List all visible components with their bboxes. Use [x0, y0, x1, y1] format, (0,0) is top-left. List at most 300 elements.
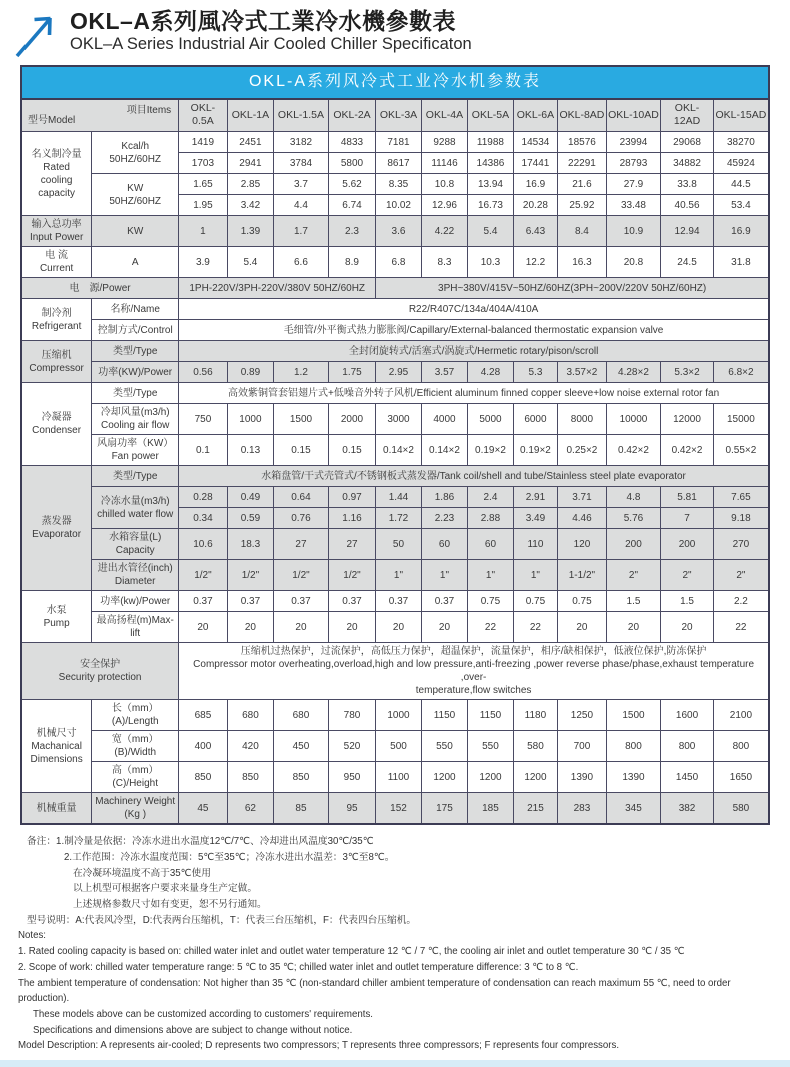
- table-row: [21, 404, 769, 435]
- table-cell: 3.42: [227, 195, 273, 216]
- table-row: [21, 731, 769, 762]
- table-cell: 5.62: [328, 174, 376, 195]
- table-cell: 8000: [558, 404, 607, 435]
- table-cell: 14386: [468, 153, 513, 174]
- corner-model-label: 型号Model: [28, 115, 76, 127]
- col-header: OKL-0.5A: [179, 99, 228, 132]
- table-cell: 1": [513, 560, 557, 591]
- table-cell: 1650: [713, 762, 769, 793]
- table-cell: 0.13: [227, 435, 273, 466]
- table-row: [21, 362, 769, 383]
- table-cell: 6.43: [513, 216, 557, 247]
- table-cell: 3.6: [376, 216, 421, 247]
- table-cell: 1250: [558, 700, 607, 731]
- row-item-label: 类型/Type: [92, 341, 179, 362]
- table-cell: 95: [328, 793, 376, 825]
- table-cell: 7181: [376, 132, 421, 153]
- table-cell: 15000: [713, 404, 769, 435]
- notes-section: [0, 825, 790, 1060]
- table-cell: 27: [274, 529, 329, 560]
- table-cell: 4000: [421, 404, 467, 435]
- table-cell: 2941: [227, 153, 273, 174]
- table-cell: 4.28: [468, 362, 513, 383]
- table-cell: 毛细管/外平衡式热力膨胀阀/Capillary/External-balanced thermostatic expansion valve: [179, 320, 769, 341]
- row-group-label: 电 流 Current: [21, 247, 92, 278]
- table-row: [21, 341, 769, 362]
- table-cell: 950: [328, 762, 376, 793]
- table-cell: 1.39: [227, 216, 273, 247]
- note-line: 型号说明：A:代表风冷型，D:代表两台压缩机，T：代表三台压缩机，F：代表四台压缩机。: [27, 914, 417, 926]
- table-row: [21, 132, 769, 153]
- row-item-label: 水箱容量(L) Capacity: [92, 529, 179, 560]
- table-cell: 2.23: [421, 508, 467, 529]
- table-cell: 25.92: [558, 195, 607, 216]
- table-cell: 0.42×2: [606, 435, 661, 466]
- table-cell: 580: [513, 731, 557, 762]
- table-cell: 14534: [513, 132, 557, 153]
- table-cell: 750: [179, 404, 228, 435]
- table-cell: 4.46: [558, 508, 607, 529]
- table-cell: 6.74: [328, 195, 376, 216]
- table-row: [21, 762, 769, 793]
- table-cell: 6000: [513, 404, 557, 435]
- row-item-label: Machinery Weight (Kg ): [92, 793, 179, 825]
- note-line: 在冷凝环境温度不高于35℃使用: [73, 867, 211, 879]
- table-cell: 215: [513, 793, 557, 825]
- table-row: [21, 320, 769, 341]
- table-cell: 0.75: [468, 591, 513, 612]
- row-item-label: 功率(KW)/Power: [92, 362, 179, 383]
- table-cell: 11146: [421, 153, 467, 174]
- row-item-label: A: [92, 247, 179, 278]
- table-cell: 16.3: [558, 247, 607, 278]
- table-cell: 0.37: [328, 591, 376, 612]
- table-cell: 550: [468, 731, 513, 762]
- table-cell: 4.4: [274, 195, 329, 216]
- note-line: The ambient temperature of condensation: Not higher than 35 ℃ (non-standard chiller ambient temperature of condensation can reach maximum 55 ℃, need to order production).: [18, 977, 731, 1005]
- table-cell: 31.8: [713, 247, 769, 278]
- table-cell: 22: [468, 612, 513, 643]
- table-cell: 12000: [661, 404, 714, 435]
- table-cell: 18.3: [227, 529, 273, 560]
- table-row: [21, 643, 769, 700]
- spec-table: [20, 65, 770, 825]
- table-cell: 20: [421, 612, 467, 643]
- table-cell: 1100: [376, 762, 421, 793]
- table-cell: 850: [179, 762, 228, 793]
- table-cell: 1.16: [328, 508, 376, 529]
- table-cell: 3784: [274, 153, 329, 174]
- table-cell: 0.37: [421, 591, 467, 612]
- table-row: [21, 278, 769, 299]
- table-cell: 20.28: [513, 195, 557, 216]
- table-row: [21, 435, 769, 466]
- table-cell: 10.9: [606, 216, 661, 247]
- table-cell: 8.9: [328, 247, 376, 278]
- table-cell: 270: [713, 529, 769, 560]
- table-cell: 22: [513, 612, 557, 643]
- table-cell: 3000: [376, 404, 421, 435]
- table-cell: 3PH~380V/415V~50HZ/60HZ(3PH~200V/220V 50HZ/60HZ): [376, 278, 769, 299]
- table-cell: 12.94: [661, 216, 714, 247]
- table-row: [21, 700, 769, 731]
- table-cell: 1.7: [274, 216, 329, 247]
- table-cell: 0.37: [179, 591, 228, 612]
- col-header: OKL-15AD: [713, 99, 769, 132]
- table-cell: 0.25×2: [558, 435, 607, 466]
- table-cell: 800: [606, 731, 661, 762]
- table-cell: 45: [179, 793, 228, 825]
- col-header: OKL-4A: [421, 99, 467, 132]
- table-row: [21, 299, 769, 320]
- table-cell: 20: [661, 612, 714, 643]
- note-line: These models above can be customized according to customers' requirements.: [33, 1008, 374, 1020]
- row-group-label: 压缩机 Compressor: [21, 341, 92, 383]
- table-cell: 283: [558, 793, 607, 825]
- table-cell: 10.6: [179, 529, 228, 560]
- table-cell: 27: [328, 529, 376, 560]
- col-header: OKL-5A: [468, 99, 513, 132]
- page-title: OKL–A系列風冷式工業冷水機參數表: [70, 8, 456, 34]
- table-cell: R22/R407C/134a/404A/410A: [179, 299, 769, 320]
- table-cell: 85: [274, 793, 329, 825]
- table-cell: 17441: [513, 153, 557, 174]
- table-cell: 110: [513, 529, 557, 560]
- table-cell: 1703: [179, 153, 228, 174]
- note-line: Specifications and dimensions above are subject to change without notice.: [33, 1024, 353, 1036]
- table-cell: 0.19×2: [468, 435, 513, 466]
- table-row: [21, 529, 769, 560]
- table-row: [21, 383, 769, 404]
- table-cell: 120: [558, 529, 607, 560]
- table-cell: 520: [328, 731, 376, 762]
- table-cell: 3.57×2: [558, 362, 607, 383]
- row-item-label: 最高扬程(m)Max-lift: [92, 612, 179, 643]
- table-cell: 1200: [468, 762, 513, 793]
- table-cell: 1.86: [421, 487, 467, 508]
- table-cell: 3.57: [421, 362, 467, 383]
- table-cell: 20: [606, 612, 661, 643]
- footer-strip: [0, 1060, 790, 1067]
- table-cell: 21.6: [558, 174, 607, 195]
- col-header: OKL-12AD: [661, 99, 714, 132]
- table-cell: 700: [558, 731, 607, 762]
- table-cell: 1500: [274, 404, 329, 435]
- table-cell: 200: [661, 529, 714, 560]
- table-cell: 20: [274, 612, 329, 643]
- table-cell: 1180: [513, 700, 557, 731]
- table-cell: 0.37: [274, 591, 329, 612]
- note-line: 2. Scope of work: chilled water temperature range: 5 ℃ to 35 ℃; chilled water inlet and outlet temperature difference: 3 ℃ to 8 ℃.: [18, 961, 579, 973]
- table-row: [21, 174, 769, 195]
- table-cell: 1: [179, 216, 228, 247]
- table-cell: 0.28: [179, 487, 228, 508]
- table-cell: 8.4: [558, 216, 607, 247]
- table-cell: 1500: [606, 700, 661, 731]
- table-cell: 20.8: [606, 247, 661, 278]
- table-cell: 1": [421, 560, 467, 591]
- table-cell: 780: [328, 700, 376, 731]
- table-cell: 28793: [606, 153, 661, 174]
- table-cell: 500: [376, 731, 421, 762]
- table-cell: 0.37: [227, 591, 273, 612]
- table-cell: 420: [227, 731, 273, 762]
- table-cell: 5000: [468, 404, 513, 435]
- row-item-label: 长（mm）(A)/Length: [92, 700, 179, 731]
- table-cell: 685: [179, 700, 228, 731]
- table-cell: 1.2: [274, 362, 329, 383]
- row-item-label: 类型/Type: [92, 383, 179, 404]
- table-cell: 5.4: [227, 247, 273, 278]
- table-cell: 0.19×2: [513, 435, 557, 466]
- col-header: OKL-3A: [376, 99, 421, 132]
- row-item-label: KW: [92, 216, 179, 247]
- table-cell: 60: [468, 529, 513, 560]
- row-item-label: Kcal/h 50HZ/60HZ: [92, 132, 179, 174]
- table-cell: 0.59: [227, 508, 273, 529]
- table-cell: 6.8: [376, 247, 421, 278]
- table-cell: 3.49: [513, 508, 557, 529]
- table-cell: 12.2: [513, 247, 557, 278]
- table-cell: 580: [713, 793, 769, 825]
- table-cell: 45924: [713, 153, 769, 174]
- table-cell: 152: [376, 793, 421, 825]
- note-line: 1. Rated cooling capacity is based on: chilled water inlet and outlet water temperature 12 ℃ / 7 ℃, the cooling air inlet and outlet temperature 30 ℃ / 35 ℃: [18, 946, 685, 958]
- table-cell: 345: [606, 793, 661, 825]
- table-cell: 40.56: [661, 195, 714, 216]
- table-cell: 27.9: [606, 174, 661, 195]
- table-cell: 3.7: [274, 174, 329, 195]
- row-item-label: 冷却风量(m3/h) Cooling air flow: [92, 404, 179, 435]
- table-cell: 8.3: [421, 247, 467, 278]
- table-cell: 0.15: [328, 435, 376, 466]
- table-cell: 10.3: [468, 247, 513, 278]
- table-cell: 10.02: [376, 195, 421, 216]
- table-cell: 33.8: [661, 174, 714, 195]
- table-cell: 9.18: [713, 508, 769, 529]
- row-item-label: 宽（mm）(B)/Width: [92, 731, 179, 762]
- table-cell: 0.34: [179, 508, 228, 529]
- row-group-label: 电 源/Power: [21, 278, 179, 299]
- table-cell: 5.81: [661, 487, 714, 508]
- row-group-label: 蒸发器 Evaporator: [21, 466, 92, 591]
- table-cell: 5.3×2: [661, 362, 714, 383]
- corner-items-label: 项目Items: [126, 104, 172, 116]
- table-cell: 800: [661, 731, 714, 762]
- table-cell: 0.75: [558, 591, 607, 612]
- table-cell: 0.97: [328, 487, 376, 508]
- table-cell: 1/2": [227, 560, 273, 591]
- table-cell: 550: [421, 731, 467, 762]
- table-cell: 7: [661, 508, 714, 529]
- row-item-label: 风扇功率（KW） Fan power: [92, 435, 179, 466]
- table-cell: 4.8: [606, 487, 661, 508]
- row-group-label: 冷凝器 Condenser: [21, 383, 92, 466]
- table-cell: 2": [713, 560, 769, 591]
- table-cell: 16.9: [713, 216, 769, 247]
- table-cell: 23994: [606, 132, 661, 153]
- row-group-label: 制冷剂 Refrigerant: [21, 299, 92, 341]
- table-cell: 1419: [179, 132, 228, 153]
- table-cell: 1.75: [328, 362, 376, 383]
- note-line: 上述规格参数尺寸如有变更，恕不另行通知。: [73, 898, 267, 910]
- table-cell: 1.5: [606, 591, 661, 612]
- table-row: [21, 793, 769, 825]
- page-subtitle: OKL–A Series Industrial Air Cooled Chiller Specificaton: [70, 35, 472, 54]
- table-row: [21, 591, 769, 612]
- table-cell: 6.8×2: [713, 362, 769, 383]
- table-cell: 0.37: [376, 591, 421, 612]
- table-cell: 20: [558, 612, 607, 643]
- row-item-label: 控制方式/Control: [92, 320, 179, 341]
- table-cell: 1.72: [376, 508, 421, 529]
- col-header: OKL-2A: [328, 99, 376, 132]
- table-cell: 0.75: [513, 591, 557, 612]
- table-cell: 4.22: [421, 216, 467, 247]
- table-cell: 水箱盘管/干式壳管式/不锈钢板式蒸发器/Tank coil/shell and tube/Stainless steel plate evaporator: [179, 466, 769, 487]
- table-cell: 0.15: [274, 435, 329, 466]
- table-cell: 1PH-220V/3PH-220V/380V 50HZ/60HZ: [179, 278, 376, 299]
- table-cell: 1450: [661, 762, 714, 793]
- table-cell: 62: [227, 793, 273, 825]
- table-cell: 2100: [713, 700, 769, 731]
- table-cell: 5.4: [468, 216, 513, 247]
- table-cell: 5.3: [513, 362, 557, 383]
- table-cell: 2.3: [328, 216, 376, 247]
- row-group-label: 机械重量: [21, 793, 92, 825]
- table-cell: 2.91: [513, 487, 557, 508]
- table-row: [21, 487, 769, 508]
- table-cell: 4833: [328, 132, 376, 153]
- table-cell: 850: [227, 762, 273, 793]
- col-header: OKL-8AD: [558, 99, 607, 132]
- table-cell: 18576: [558, 132, 607, 153]
- table-cell: 34882: [661, 153, 714, 174]
- table-cell: 0.64: [274, 487, 329, 508]
- table-cell: 1": [376, 560, 421, 591]
- table-cell: 1.95: [179, 195, 228, 216]
- table-cell: 16.9: [513, 174, 557, 195]
- table-cell: 0.56: [179, 362, 228, 383]
- table-cell: 2": [661, 560, 714, 591]
- table-cell: 1/2": [179, 560, 228, 591]
- table-cell: 0.76: [274, 508, 329, 529]
- table-cell: 1/2": [328, 560, 376, 591]
- table-cell: 7.65: [713, 487, 769, 508]
- table-cell: 0.14×2: [376, 435, 421, 466]
- spec-table-body: [21, 66, 769, 824]
- title-block: [70, 7, 472, 55]
- arrow-up-right-icon: [12, 7, 64, 59]
- table-cell: 1390: [558, 762, 607, 793]
- table-cell: 高效紫铜管套铝翅片式+低噪音外转子风机/Efficient aluminum finned copper sleeve+low noise external rotor fan: [179, 383, 769, 404]
- note-line: Notes:: [18, 930, 46, 942]
- table-cell: 1/2": [274, 560, 329, 591]
- table-cell: 450: [274, 731, 329, 762]
- row-item-label: 高（mm）(C)/Height: [92, 762, 179, 793]
- table-cell: 2.85: [227, 174, 273, 195]
- table-cell: 3182: [274, 132, 329, 153]
- row-item-label: 功率(kw)/Power: [92, 591, 179, 612]
- table-cell: 1.44: [376, 487, 421, 508]
- table-cell: 3.71: [558, 487, 607, 508]
- table-cell: 13.94: [468, 174, 513, 195]
- table-cell: 1000: [376, 700, 421, 731]
- table-cell: 2000: [328, 404, 376, 435]
- table-cell: 1150: [421, 700, 467, 731]
- table-cell: 1600: [661, 700, 714, 731]
- table-row: [21, 66, 769, 99]
- table-cell: 1-1/2": [558, 560, 607, 591]
- table-cell: 8.35: [376, 174, 421, 195]
- row-item-label: 类型/Type: [92, 466, 179, 487]
- table-cell: 0.89: [227, 362, 273, 383]
- document-header: [0, 0, 790, 63]
- table-cell: 0.49: [227, 487, 273, 508]
- table-cell: 3.9: [179, 247, 228, 278]
- note-line: 备注：1.制冷量是依据：冷冻水进出水温度12℃/7℃、冷却进出风温度30℃/35℃: [27, 836, 374, 848]
- table-cell: 1.5: [661, 591, 714, 612]
- table-cell: 2.4: [468, 487, 513, 508]
- row-group-label: 输入总功率 Input Power: [21, 216, 92, 247]
- table-cell: 6.6: [274, 247, 329, 278]
- table-cell: 382: [661, 793, 714, 825]
- table-cell: 175: [421, 793, 467, 825]
- table-cell: 680: [274, 700, 329, 731]
- table-cell: 1150: [468, 700, 513, 731]
- table-cell: 22291: [558, 153, 607, 174]
- row-group-label: 机械尺寸 Machanical Dimensions: [21, 700, 92, 793]
- table-cell: 9288: [421, 132, 467, 153]
- row-group-label: 安全保护 Security protection: [21, 643, 179, 700]
- note-line: Model Description: A represents air-cooled; D represents two compressors; T represents three compressors; F represents four compressors.: [18, 1040, 620, 1052]
- table-row: [21, 247, 769, 278]
- table-cell: 16.73: [468, 195, 513, 216]
- table-cell: 850: [274, 762, 329, 793]
- table-title-banner: OKL-A系列风冷式工业冷水机参数表: [21, 66, 769, 99]
- table-cell: 4.28×2: [606, 362, 661, 383]
- table-cell: 24.5: [661, 247, 714, 278]
- row-item-label: 名称/Name: [92, 299, 179, 320]
- corner-cell: [21, 99, 179, 132]
- table-cell: 1200: [513, 762, 557, 793]
- table-cell: 2451: [227, 132, 273, 153]
- table-cell: 5800: [328, 153, 376, 174]
- table-cell: 400: [179, 731, 228, 762]
- row-item-label: 冷冻水量(m3/h) chilled water flow: [92, 487, 179, 529]
- note-line: 2.工作范围：冷冻水温度范围：5℃至35℃；冷冻水进出水温差：3℃至8℃。: [64, 851, 395, 863]
- col-header: OKL-1A: [227, 99, 273, 132]
- table-cell: 2": [606, 560, 661, 591]
- table-cell: 全封闭旋转式/活塞式/涡旋式/Hermetic rotary/pison/scroll: [179, 341, 769, 362]
- row-item-label: 进出水管径(inch) Diameter: [92, 560, 179, 591]
- table-cell: 0.14×2: [421, 435, 467, 466]
- table-cell: 11988: [468, 132, 513, 153]
- table-cell: 20: [227, 612, 273, 643]
- table-cell: 680: [227, 700, 273, 731]
- table-cell: 185: [468, 793, 513, 825]
- table-cell: 0.55×2: [713, 435, 769, 466]
- table-cell: 800: [713, 731, 769, 762]
- table-row: [21, 99, 769, 132]
- table-cell: 20: [179, 612, 228, 643]
- table-row: [21, 560, 769, 591]
- row-group-label: 名义制冷量 Rated cooling capacity: [21, 132, 92, 216]
- note-line: 以上机型可根据客户要求来量身生产定做。: [73, 883, 258, 895]
- table-cell: 1.65: [179, 174, 228, 195]
- table-row: [21, 216, 769, 247]
- table-cell: 50: [376, 529, 421, 560]
